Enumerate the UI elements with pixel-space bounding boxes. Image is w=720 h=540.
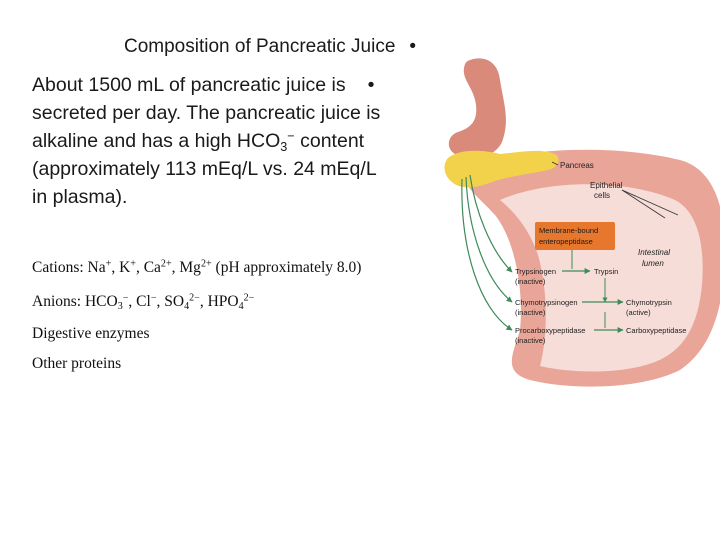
other-proteins-item: Other proteins — [32, 355, 122, 372]
paragraph-bullet: • — [367, 74, 375, 96]
membrane-label-1: Membrane-bound — [539, 226, 599, 235]
content-text: content — [294, 130, 365, 152]
chymotrypsinogen-state: (inactive) — [515, 308, 546, 317]
slide-title — [124, 36, 416, 58]
chymotrypsin-label: Chymotrypsin — [626, 298, 672, 307]
procarboxypeptidase-label: Procarboxypeptidase — [515, 326, 586, 335]
paragraph-line: in plasma). — [32, 186, 128, 208]
hco3-subscript: 3 — [280, 139, 288, 154]
chymotrypsinogen-label: Chymotrypsinogen — [515, 298, 578, 307]
lumen-label-1: Intestinal — [638, 248, 671, 257]
trypsinogen-label: Trypsinogen — [515, 267, 556, 276]
trypsin-label: Trypsin — [594, 267, 619, 276]
stomach-shape — [449, 58, 506, 158]
hco3-charge: − — [287, 129, 295, 144]
title-bullet: • — [409, 36, 417, 57]
lumen-label-2: lumen — [642, 259, 664, 268]
paragraph-line — [32, 71, 452, 99]
paragraph-line: (approximately 113 mEq/L vs. 24 mEq/L — [32, 158, 377, 180]
title-text: Composition of Pancreatic Juice — [124, 36, 396, 57]
carboxypeptidase-label: Carboxypeptidase — [626, 326, 687, 335]
epithelial-label-1: Epithelial — [590, 181, 623, 190]
trypsinogen-state: (inactive) — [515, 277, 546, 286]
chymotrypsin-state: (active) — [626, 308, 651, 317]
hco3-text: alkaline and has a high HCO — [32, 130, 281, 152]
membrane-label-2: enteropeptidase — [539, 237, 593, 246]
cations-line: Cations: Na+, K+, $Ca^{2+}$, $Mg^{2+}$ (pH approximately 8.0) — [32, 258, 362, 276]
pancreas-duodenum-diagram — [440, 50, 720, 395]
anions-line: Anions: $HCO_3^-$, Cl−, $SO_4^{2-}$, $HPO_4^{2-}$ — [32, 292, 255, 313]
intro-paragraph — [32, 71, 452, 211]
pancreas-label: Pancreas — [560, 161, 594, 170]
procarboxypeptidase-state: (inactive) — [515, 336, 546, 345]
paragraph-line — [32, 127, 452, 155]
digestive-enzymes-item: Digestive enzymes — [32, 325, 150, 342]
paragraph-line: secreted per day. The pancreatic juice is — [32, 102, 381, 124]
paragraph-line-1-text: About 1500 mL of pancreatic juice is — [32, 74, 346, 96]
epithelial-label-2: cells — [594, 191, 611, 200]
